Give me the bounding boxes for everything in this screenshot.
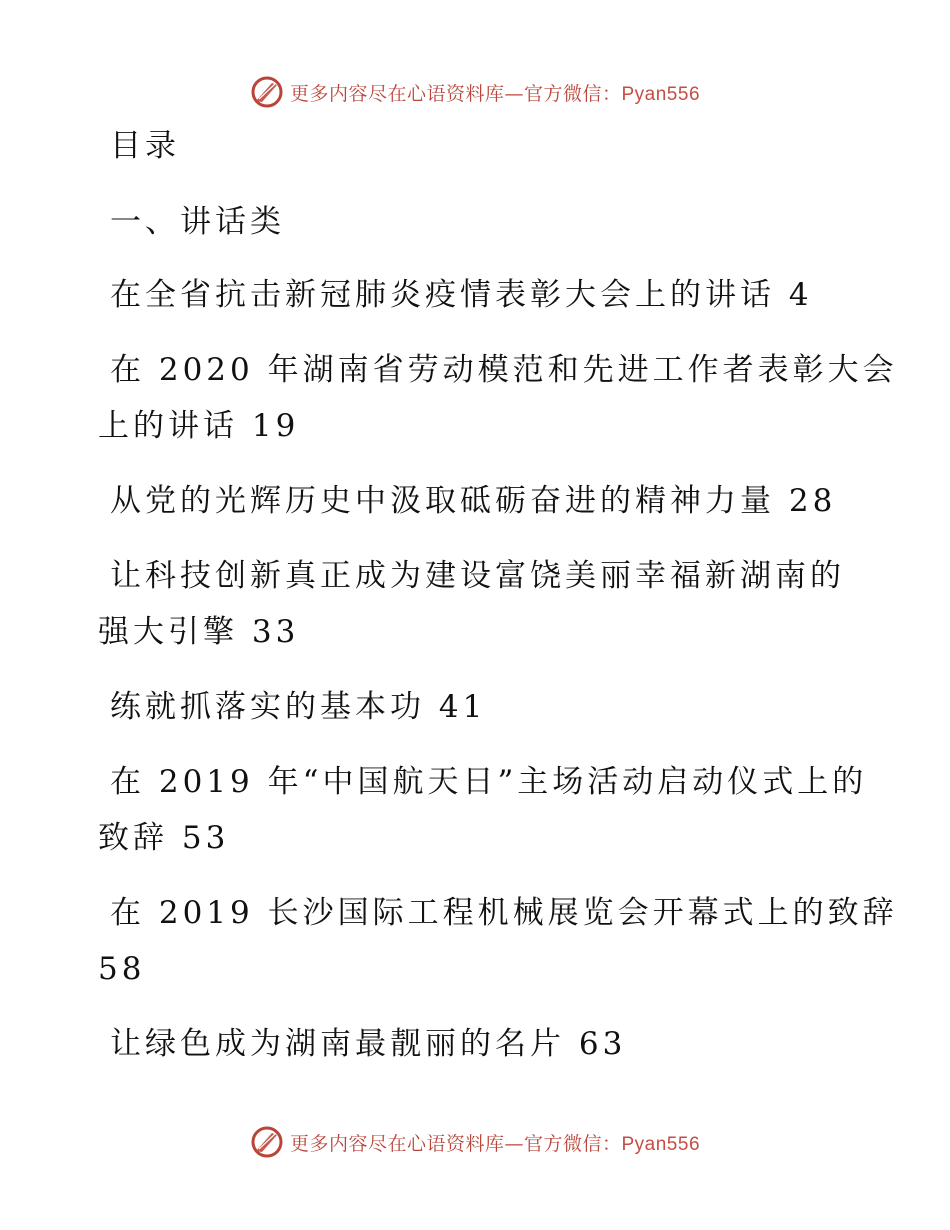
toc-entry-2-line-1: 在 2020 年湖南省劳动模范和先进工作者表彰大会 <box>110 352 898 388</box>
header-watermark <box>0 72 950 112</box>
watermark-text: 更多内容尽在心语资料库—官方微信：Pyan556 <box>289 82 701 105</box>
toc-entry-5: 练就抓落实的基本功 41 <box>110 689 487 725</box>
watermark-id: Pyan556 <box>621 1133 701 1155</box>
watermark-text: 更多内容尽在心语资料库—官方微信：Pyan556 <box>289 1132 701 1155</box>
toc-title: 目录 <box>110 128 180 164</box>
toc-entry-7-line-1: 在 2019 长沙国际工程机械展览会开幕式上的致辞 <box>110 895 898 931</box>
toc-entry-8: 让绿色成为湖南最靓丽的名片 63 <box>110 1026 627 1062</box>
quill-logo-icon <box>250 75 284 109</box>
toc-entry-1: 在全省抗击新冠肺炎疫情表彰大会上的讲话 4 <box>110 277 813 313</box>
footer-watermark <box>0 1122 950 1162</box>
toc-entry-6-line-2: 致辞 53 <box>98 820 230 856</box>
quill-logo-icon <box>250 1125 284 1159</box>
toc-entry-4-line-1: 让科技创新真正成为建设富饶美丽幸福新湖南的 <box>110 558 845 594</box>
watermark-id: Pyan556 <box>621 83 701 105</box>
toc-entry-2-line-2: 上的讲话 19 <box>98 408 300 444</box>
toc-entry-7-line-2: 58 <box>98 951 146 987</box>
toc-entry-6-line-1: 在 2019 年“中国航天日”主场活动启动仪式上的 <box>110 764 868 800</box>
toc-entry-4-line-2: 强大引擎 33 <box>98 614 300 650</box>
toc-section-heading: 一、讲话类 <box>110 204 285 240</box>
toc-entry-3: 从党的光辉历史中汲取砥砺奋进的精神力量 28 <box>110 483 837 519</box>
